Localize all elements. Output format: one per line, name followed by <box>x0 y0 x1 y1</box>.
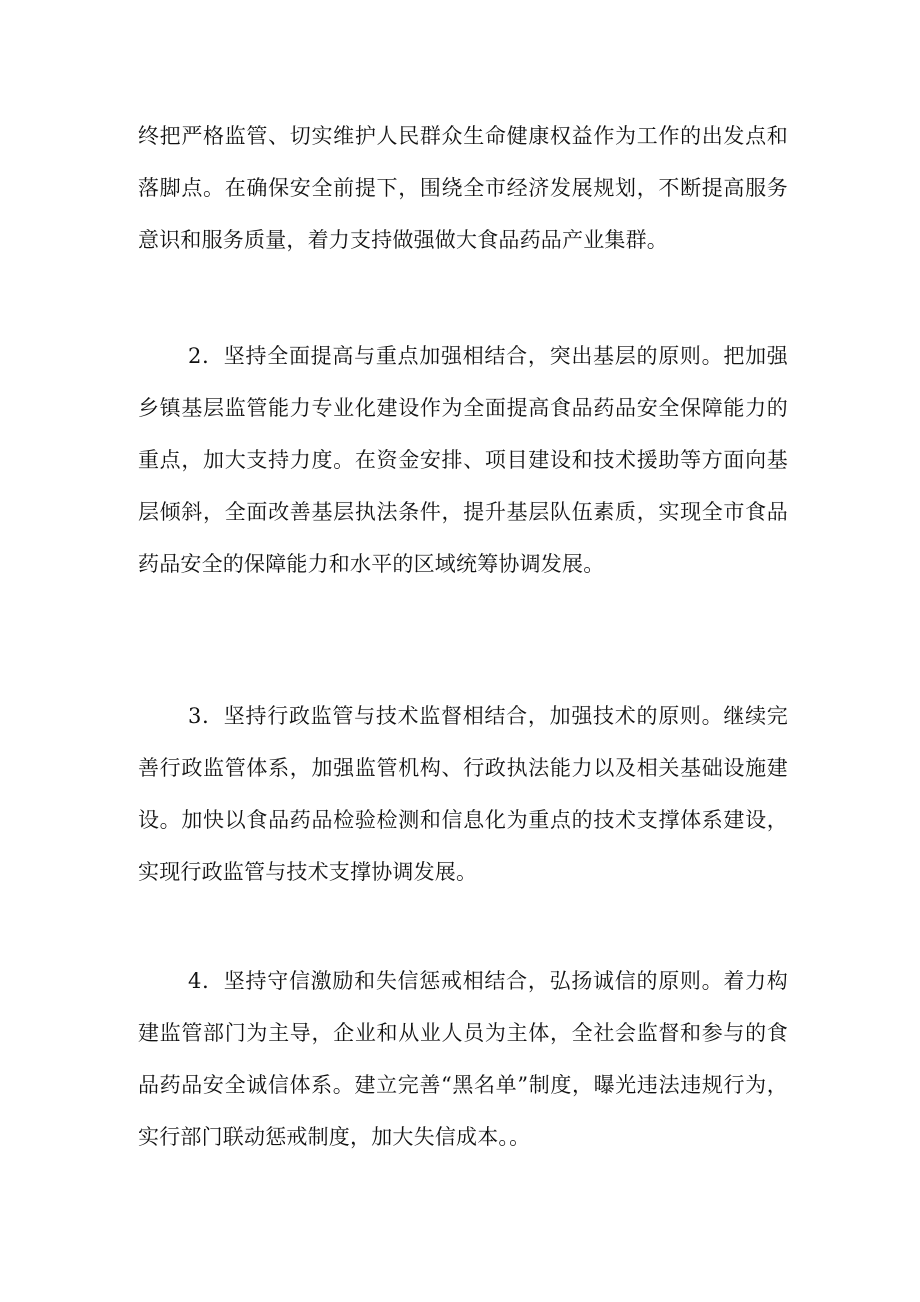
paragraph-continuation: 终把严格监管、切实维护人民群众生命健康权益作为工作的出发点和落脚点。在确保安全前提下，围绕全市经济发展规划，不断提高服务意识和服务质量，着力支持做强做大食品药品产业集群。 <box>138 124 788 252</box>
paragraph-principle-3: 3．坚持行政监管与技术监督相结合，加强技术的原则。继续完善行政监管体系，加强监管机构、行政执法能力以及相关基础设施建设。加快以食品药品检验检测和信息化为重点的技术支撑体系建设，实现行政监管与技术支撑协调发展。 <box>138 704 788 884</box>
paragraph-principle-2: 2．坚持全面提高与重点加强相结合，突出基层的原则。把加强乡镇基层监管能力专业化建设作为全面提高食品药品安全保障能力的重点，加大支持力度。在资金安排、项目建设和技术援助等方面向基层倾斜，全面改善基层执法条件，提升基层队伍素质，实现全市食品药品安全的保障能力和水平的区域统筹协调发展。 <box>138 344 788 576</box>
paragraph-principle-4: 4．坚持守信激励和失信惩戒相结合，弘扬诚信的原则。着力构建监管部门为主导，企业和从业人员为主体，全社会监督和参与的食品药品安全诚信体系。建立完善“黑名单”制度，曝光违法违规行为，实行部门联动惩戒制度，加大失信成本。。 <box>138 969 788 1149</box>
